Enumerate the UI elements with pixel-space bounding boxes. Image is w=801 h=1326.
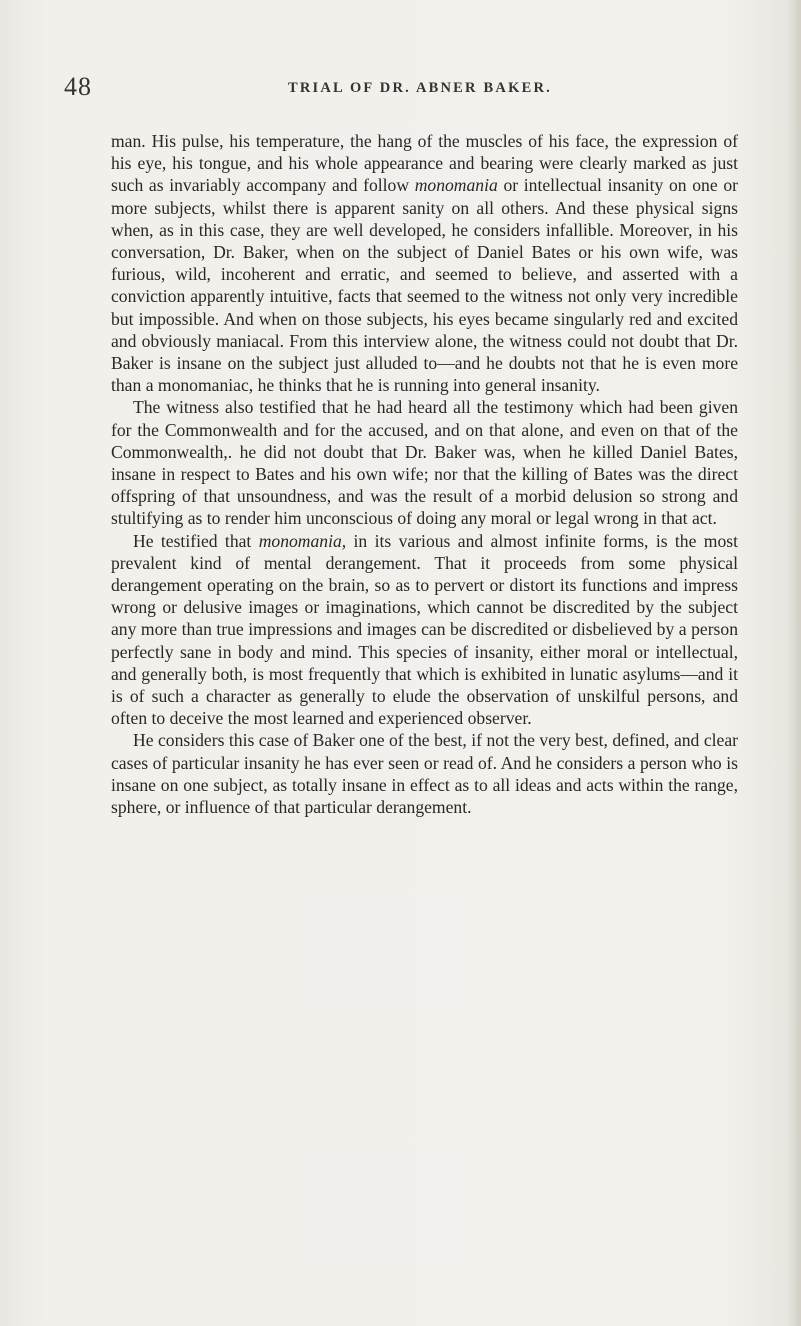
page-header [0, 72, 801, 102]
paragraph-3-text-a: He testified that [133, 530, 259, 551]
paragraph-4 [111, 729, 738, 818]
paragraph-2-text: The witness also testified that he had heard all the testimony which had been given for the Commonwealth and for the accused, and on that alone, and even on that of the Commonwealth,. he did not doubt that Dr. Baker was, when he killed Daniel Bates, insane in respect to Bates and his own wife; nor that the killing of Bates was the direct offspring of that unsoundness, and was the result of a morbid delusion so strong and stultifying as to render him unconscious of doing any moral or legal wrong in that act. [111, 397, 738, 529]
body-text [111, 130, 738, 818]
running-head: TRIAL OF DR. ABNER BAKER. [288, 80, 552, 96]
page-number: 48 [64, 72, 92, 101]
paragraph-3-emphasis: monomania, [258, 530, 347, 551]
page-edge-shadow [787, 0, 801, 1326]
paragraph-1-emphasis: monomania [414, 175, 498, 196]
paragraph-1 [111, 130, 738, 396]
paragraph-2 [111, 396, 738, 529]
paragraph-3-text-b: in its various and almost infinite forms, is the most prevalent kind of mental derangement. That it proceeds from some physical derangement operating on the brain, so as to pervert or distort its functions and impress wrong or delusive images or imaginations, which cannot be discredited by the subject any more than true impressions and images can be discredited or disbelieved by a person perfectly sane in body and mind. This species of insanity, either moral or intellectual, and generally both, is most frequently that which is exhibited in lunatic asylums—and it is of such a character as generally to elude the observation of unskilful persons, and often to deceive the most learned and experienced observer. [111, 530, 739, 729]
paragraph-3 [111, 530, 738, 730]
paragraph-4-text: He considers this case of Baker one of the best, if not the very best, defined, and clear cases of particular insanity he has ever seen or read of. And he considers a person who is insane on one subject, as totally insane in effect as to all ideas and acts within the range, sphere, or influence of that particular derangement. [111, 730, 738, 818]
paragraph-1-text-b: or intellectual insanity on one or more subjects, whilst there is apparent sanity on all others. And these physical signs when, as in this case, they are well developed, he considers infallible. Moreover, in his conversation, Dr. Baker, when on the subject of Daniel Bates or his own wife, was furious, wild, incoherent and erratic, and seemed to believe, and asserted with a conviction apparently intuitive, facts that seemed to the witness not only very incredible but impossible. And when on those subjects, his eyes became singularly red and excited and obviously maniacal. From this interview alone, the witness could not doubt that Dr. Baker is insane on the subject just alluded to—and he doubts not that he is even more than a monomaniac, he thinks that he is running into general insanity. [111, 175, 738, 396]
paragraph-1-text-a: man. His pulse, his temperature, the hang of the muscles of his face, the expression of his eye, his tongue, and his whole appearance and bearing were clearly marked as just such as invariably accompany and follow [111, 131, 738, 196]
